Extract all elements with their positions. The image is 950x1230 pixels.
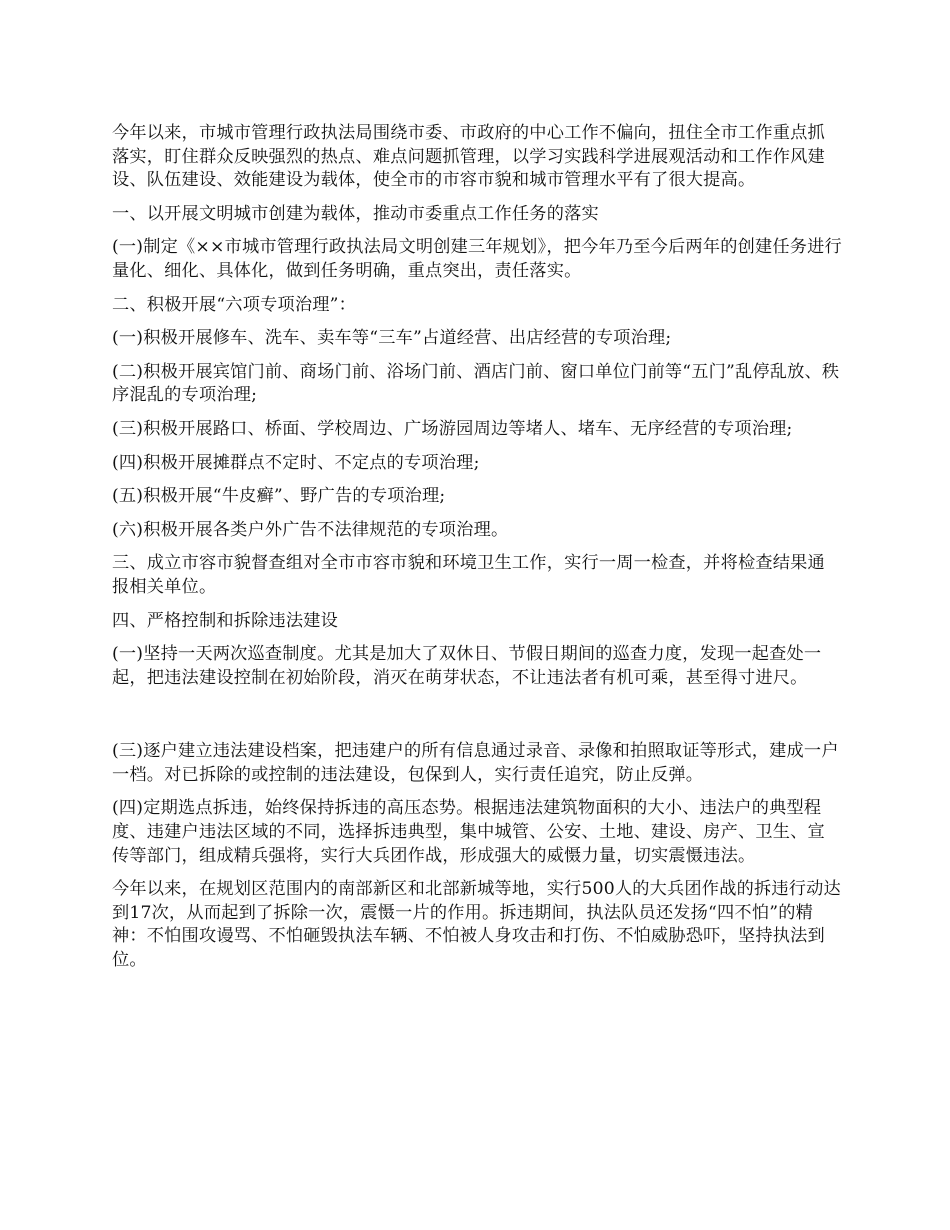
blank-gap: [112, 700, 842, 740]
paragraph-2-1: (一)积极开展修车、洗车、卖车等“三车”占道经营、出店经营的专项治理;: [112, 328, 672, 349]
paragraph-2-2: (二)积极开展宾馆门前、商场门前、浴场门前、酒店门前、窗口单位门前等“五门”乱停乱放、秩序混乱的专项治理;: [112, 361, 840, 406]
paragraph-2-3: (三)积极开展路口、桥面、学校周边、广场游园周边等堵人、堵车、无序经营的专项治理;: [112, 418, 793, 439]
section-heading-2: 二、积极开展“六项专项治理”：: [112, 294, 357, 315]
paragraph-4-3: (三)逐户建立违法建设档案，把违建户的所有信息通过录音、录像和拍照取证等形式，建成一户一档。对已拆除的或控制的违法建设，包保到人，实行责任追究，防止反弹。: [112, 741, 839, 785]
closing-paragraph: 今年以来，在规划区范围内的南部新区和北部新城等地，实行500人的大兵团作战的拆违行动达到17次，从而起到了拆除一次，震慑一片的作用。拆违期间，执法队员还发扬“四不怕”的精神：不怕围攻谩骂、不怕砸毁执法车辆、不怕被人身攻击和打伤、不怕威胁恐吓，坚持执法到位。: [112, 879, 841, 971]
paragraph-4-1: (一)坚持一天两次巡查制度。尤其是加大了双休日、节假日期间的巡查力度，发现一起查处一起，把违法建设控制在初始阶段，消灭在萌芽状态，不让违法者有机可乘，甚至得寸进尺。: [112, 644, 822, 688]
paragraph-2-6: (六)积极开展各类户外广告不法律规范的专项治理。: [112, 519, 509, 540]
paragraph-2-5: (五)积极开展“牛皮癣”、野广告的专项治理;: [112, 486, 446, 507]
section-heading-3: 三、成立市容市貌督查组对全市市容市貌和环境卫生工作，实行一周一检查，并将检查结果通报相关单位。: [112, 553, 825, 597]
paragraph-1-1: (一)制定《××市城市管理行政执法局文明创建三年规划》，把今年乃至今后两年的创建任务进行量化、细化、具体化，做到任务明确，重点突出，责任落实。: [112, 237, 842, 281]
section-heading-1: 一、以开展文明城市创建为载体，推动市委重点工作任务的落实: [112, 203, 599, 224]
section-heading-4: 四、严格控制和拆除违法建设: [112, 610, 339, 631]
intro-paragraph: 今年以来，市城市管理行政执法局围绕市委、市政府的中心工作不偏向，扭住全市工作重点抓落实，盯住群众反映强烈的热点、难点问题抓管理，以学习实践科学进展观活动和工作作风建设、队伍建设、效能建设为载体，使全市的市容市貌和城市管理水平有了很大提高。: [112, 123, 825, 191]
paragraph-2-4: (四)积极开展摊群点不定时、不定点的专项治理;: [112, 452, 480, 473]
document-body: [112, 122, 842, 983]
paragraph-4-4: (四)定期选点拆违，始终保持拆违的高压态势。根据违法建筑物面积的大小、违法户的典型程度、违建户违法区域的不同，选择拆违典型，集中城管、公安、土地、建设、房产、卫生、宣传等部门，组成精兵强将，实行大兵团作战，形成强大的威慑力量，切实震慑违法。: [112, 798, 825, 866]
